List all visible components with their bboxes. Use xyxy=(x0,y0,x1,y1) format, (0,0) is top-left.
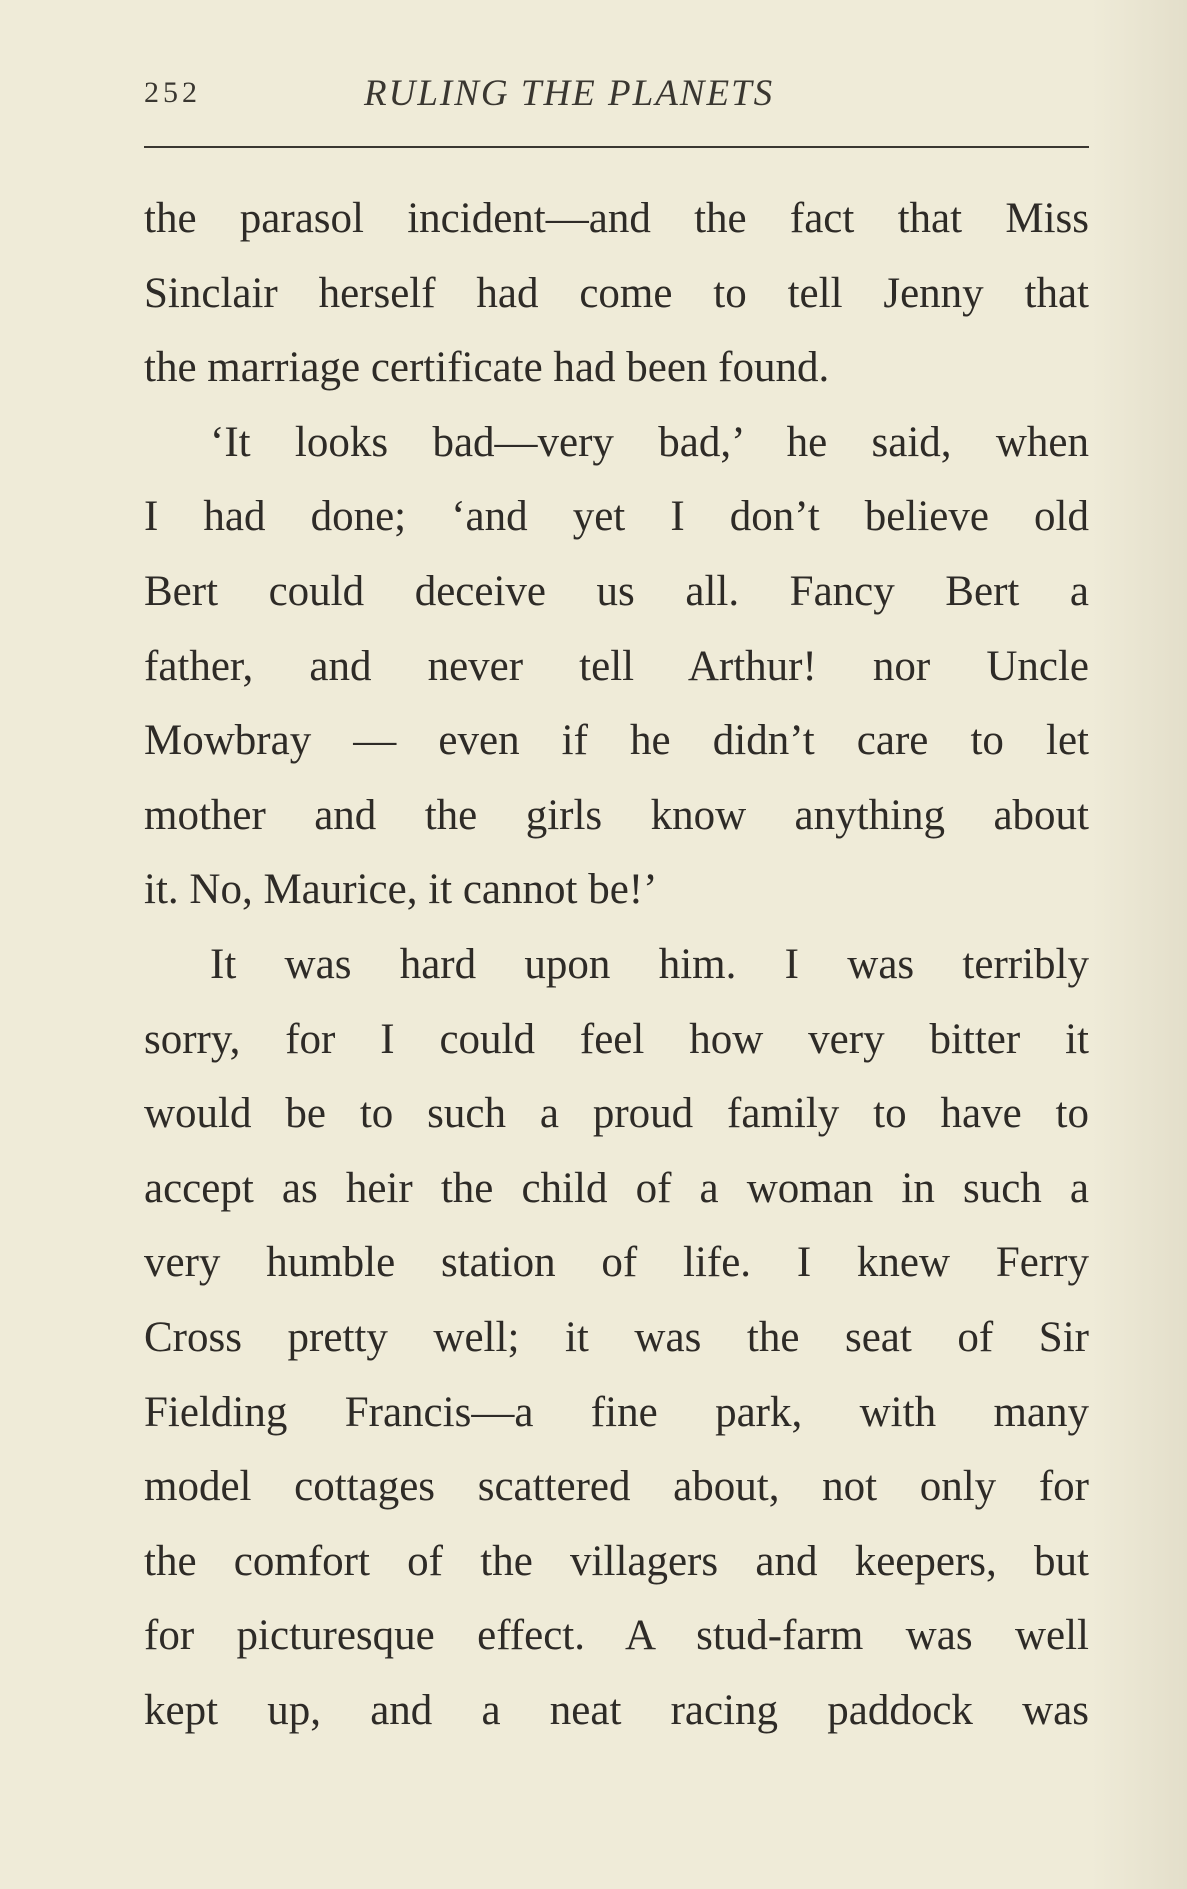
text-line: Bert could deceive us all. Fancy Bert a xyxy=(144,567,1089,615)
text-line: kept up, and a neat racing paddock was xyxy=(144,1686,1089,1734)
text-line: I had done; ‘and yet I don’t believe old xyxy=(144,493,1089,541)
text-line: Mowbray — even if he didn’t care to let xyxy=(144,717,1089,765)
text-line: the parasol incident—and the fact that Miss xyxy=(144,195,1089,242)
text-line: very humble station of life. I knew Ferry xyxy=(144,1239,1089,1287)
text-line: ‘It looks bad—very bad,’ he said, when xyxy=(210,418,1089,466)
text-line: accept as heir the child of a woman in such a xyxy=(144,1164,1089,1212)
text-line: the comfort of the villagers and keepers, but xyxy=(144,1537,1089,1585)
text-line: the marriage certificate had been found. xyxy=(144,344,830,392)
text-line: model cottages scattered about, not only for xyxy=(144,1463,1089,1511)
text-line: would be to such a proud family to have to xyxy=(144,1090,1089,1138)
running-title: RULING THE PLANETS xyxy=(364,73,775,114)
text-line: It was hard upon him. I was terribly xyxy=(210,940,1089,988)
page-number: 252 xyxy=(144,76,201,109)
text-line: Fielding Francis—a fine park, with many xyxy=(144,1388,1089,1436)
text-line: Sinclair herself had come to tell Jenny that xyxy=(144,269,1089,317)
text-line: mother and the girls know anything about xyxy=(144,791,1089,839)
body-text xyxy=(144,182,1089,1748)
text-line: father, and never tell Arthur! nor Uncle xyxy=(144,642,1089,690)
text-line: Cross pretty well; it was the seat of Sir xyxy=(144,1313,1089,1361)
header-rule xyxy=(144,146,1089,148)
text-line: for picturesque effect. A stud-farm was well xyxy=(144,1612,1089,1660)
page-header xyxy=(144,72,1089,122)
text-line: it. No, Maurice, it cannot be!’ xyxy=(144,866,658,914)
text-line: sorry, for I could feel how very bitter it xyxy=(144,1015,1089,1063)
